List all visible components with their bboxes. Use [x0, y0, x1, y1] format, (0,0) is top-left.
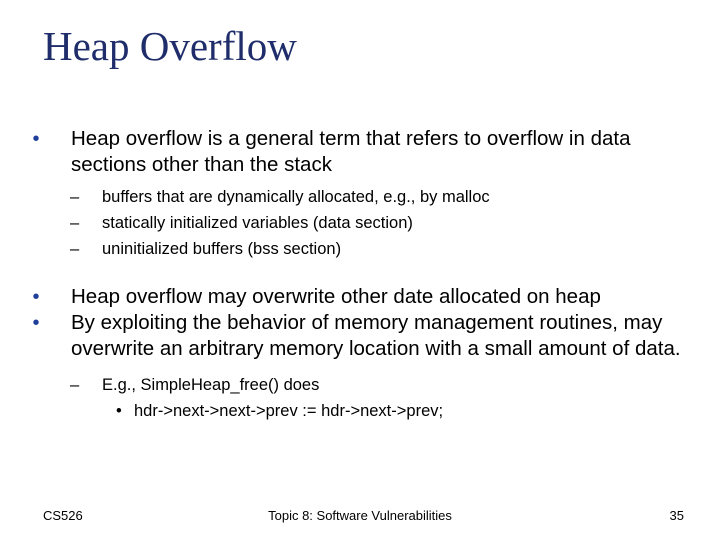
dash-icon: – — [70, 240, 80, 258]
footer-page-number: 35 — [669, 508, 684, 523]
sub-bullet-list — [28, 372, 698, 424]
footer-topic: Topic 8: Software Vulnerabilities — [268, 508, 452, 523]
bullet-text: By exploiting the behavior of memory management routines, may overwrite an arbitrary memory location with a small amount of data. — [71, 311, 681, 360]
slide-body — [28, 126, 698, 424]
bullet-dot-icon: • — [32, 128, 40, 150]
sub-bullet-text: statically initialized variables (data section) — [102, 214, 413, 232]
sub-bullet-item — [28, 210, 698, 236]
bullet-text: Heap overflow is a general term that refers to overflow in data sections other than the stack — [71, 127, 631, 176]
spacer — [28, 262, 698, 284]
dash-icon: – — [70, 188, 80, 206]
dash-icon: – — [70, 214, 80, 232]
footer-course: CS526 — [43, 508, 83, 523]
sub-bullet-text: uninitialized buffers (bss section) — [102, 240, 342, 258]
sub-bullet-item — [28, 236, 698, 262]
bullet-dot-icon: • — [116, 402, 122, 420]
sub-sub-bullet-item — [28, 398, 698, 424]
slide-title: Heap Overflow — [43, 23, 297, 69]
dash-icon: – — [70, 376, 80, 394]
bullet-dot-icon: • — [32, 286, 40, 308]
sub-bullet-item — [28, 372, 698, 398]
bullet-text: Heap overflow may overwrite other date allocated on heap — [71, 285, 601, 308]
sub-bullet-list — [28, 184, 698, 262]
sub-bullet-text: buffers that are dynamically allocated, e.g., by malloc — [102, 188, 490, 206]
sub-sub-bullet-text: hdr->next->next->prev := hdr->next->prev; — [134, 402, 444, 420]
bullet-dot-icon: • — [32, 312, 40, 334]
sub-bullet-text: E.g., SimpleHeap_free() does — [102, 376, 320, 394]
bullet-item — [28, 310, 698, 362]
sub-bullet-item — [28, 184, 698, 210]
bullet-item — [28, 284, 698, 310]
bullet-item — [28, 126, 698, 178]
